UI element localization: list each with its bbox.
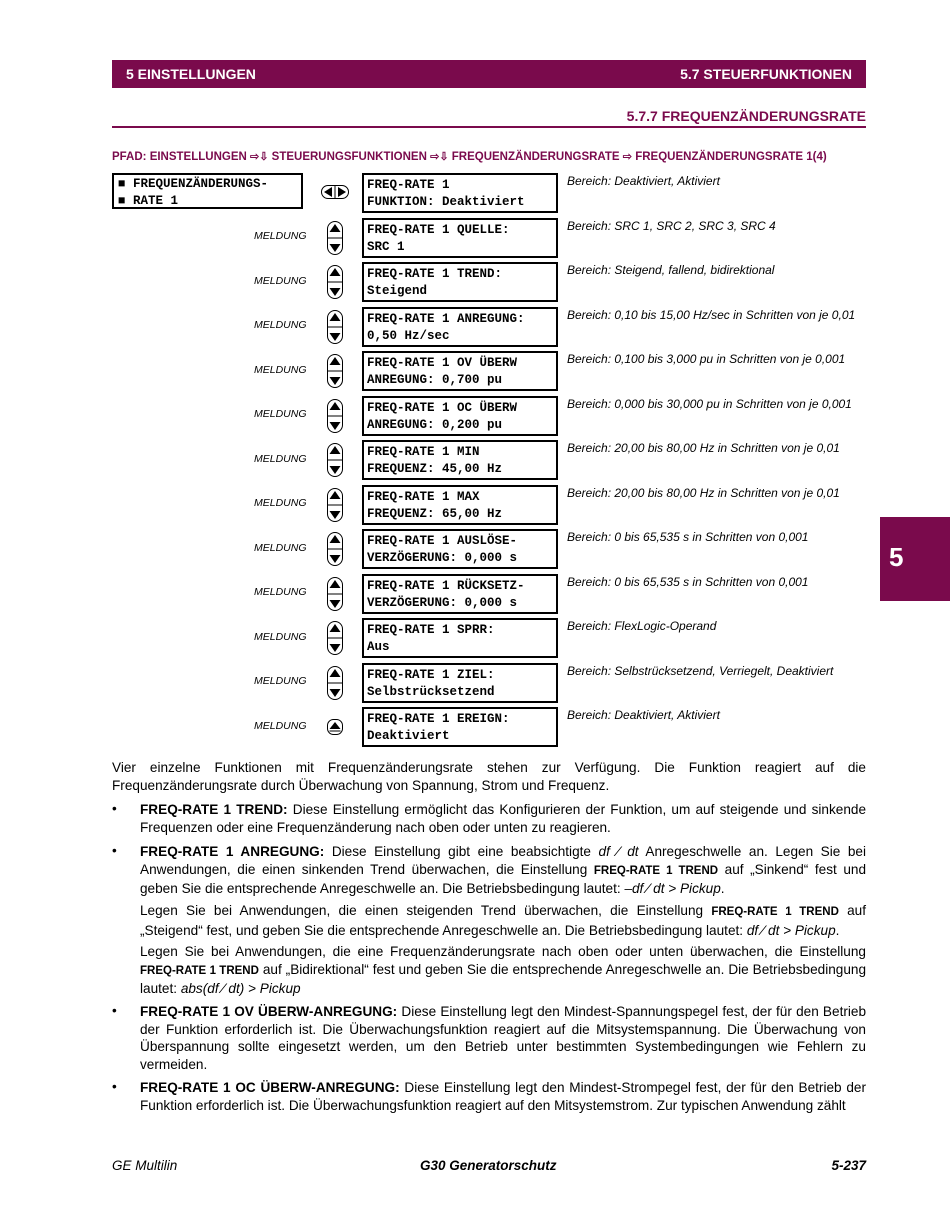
bullet-text: Diese Einstellung ermöglicht das Konfigurieren der Funktion, um auf steigende und sinkende Frequenzen oder eine Frequenzänderung nach oben oder unten zu reagieren. bbox=[140, 802, 866, 835]
bullet-trend bbox=[140, 801, 866, 836]
arrow-right-icon: ⇨ bbox=[622, 151, 633, 163]
bullet-title: FREQ-RATE 1 ANREGUNG: bbox=[140, 844, 325, 859]
setting-range: Bereich: 0 bis 65,535 s in Schritten von 0,001 bbox=[567, 574, 809, 589]
bullet: • bbox=[112, 1003, 117, 1018]
setting-reference: FREQ-RATE 1 TREND bbox=[711, 906, 839, 918]
path-step: FREQUENZÄNDERUNGSRATE 1(4) bbox=[635, 151, 827, 163]
setting-display bbox=[362, 529, 558, 569]
setting-display bbox=[362, 351, 558, 391]
setting-reference: FREQ-RATE 1 TREND bbox=[593, 864, 719, 877]
up-down-keys-icon bbox=[327, 666, 343, 700]
setting-value: ANREGUNG: 0,200 pu bbox=[367, 417, 503, 432]
chapter-tab-number: 5 bbox=[889, 542, 904, 572]
bullet-title: FREQ-RATE 1 OC ÜBERW-ANREGUNG: bbox=[140, 1080, 400, 1095]
setting-range: Bereich: Steigend, fallend, bidirektional bbox=[567, 263, 775, 277]
message-label: MELDUNG bbox=[254, 408, 307, 420]
paragraph-text: auf „Bidirektional“ fest und geben Sie die entsprechende Anregeschwelle an. Die Betriebsbedingung lautet: bbox=[140, 961, 867, 996]
setting-value: VERZÖGERUNG: 0,000 s bbox=[367, 595, 518, 610]
up-down-keys-icon bbox=[327, 621, 343, 655]
formula: df ⁄ dt bbox=[598, 844, 639, 859]
setting-display bbox=[362, 618, 558, 658]
setting-range: Bereich: 20,00 bis 80,00 Hz in Schritten von je 0,01 bbox=[567, 441, 840, 455]
message-label: MELDUNG bbox=[254, 675, 307, 687]
setting-name: FREQ-RATE 1 QUELLE: bbox=[367, 222, 510, 237]
setting-name: FREQ-RATE 1 MIN bbox=[367, 445, 480, 459]
chapter-header bbox=[112, 60, 866, 88]
bullet-text: Diese Einstellung gibt eine beabsichtigte bbox=[331, 844, 591, 859]
left-right-keys-icon bbox=[321, 185, 349, 199]
setting-display bbox=[362, 173, 558, 213]
arrow-right-down-icon: ⇨⇩ bbox=[250, 151, 269, 163]
up-down-keys-icon bbox=[327, 221, 343, 255]
setting-range: Bereich: FlexLogic-Operand bbox=[567, 619, 717, 633]
setting-value: SRC 1 bbox=[367, 239, 405, 254]
path-label: PFAD: EINSTELLUNGEN bbox=[112, 151, 247, 163]
bullet-anregung: FREQ-RATE 1 ANREGUNG: Diese Einstellung gibt eine beabsichtigte df ⁄ dt Anregeschwelle an. Legen Sie bei Anwendungen, die einen sinkenden Trend überwachen, die Einstellung FREQ-RATE 1 TREND auf „Sinkend“ fest und geben Sie die entsprechende Anregeschwelle an. Die Betriebsbedingung lautet: –df ⁄ dt > Pickup. bbox=[140, 844, 867, 896]
setting-range: Bereich: SRC 1, SRC 2, SRC 3, SRC 4 bbox=[567, 218, 776, 233]
footer-product: G30 Generatorschutz bbox=[420, 1158, 557, 1173]
setting-range: Bereich: 20,00 bis 80,00 Hz in Schritten von je 0,01 bbox=[567, 485, 840, 500]
setting-range: Bereich: Selbstrücksetzend, Verriegelt, Deaktiviert bbox=[567, 663, 834, 678]
footer-company: GE Multilin bbox=[112, 1158, 178, 1173]
message-label: MELDUNG bbox=[254, 452, 307, 465]
setting-value: FREQUENZ: 45,00 Hz bbox=[367, 462, 503, 476]
path-step: FREQUENZÄNDERUNGSRATE bbox=[451, 151, 620, 163]
bullet: • bbox=[112, 1079, 117, 1094]
up-down-keys-icon bbox=[327, 443, 343, 477]
bullet-text: auf „Sinkend“ fest und geben Sie die entsprechende Anregeschwelle an. Die Betriebsbedingung lautet: bbox=[140, 861, 867, 896]
paragraph-text: Legen Sie bei Anwendungen, die eine Frequenzänderungsrate nach oben oder unten überwachen, die Einstellung bbox=[140, 944, 866, 959]
setting-value: FREQUENZ: 65,00 Hz bbox=[367, 506, 503, 521]
setting-range: Bereich: 0,10 bis 15,00 Hz/sec in Schritten von je 0,01 bbox=[567, 307, 856, 322]
paragraph-bidirektional bbox=[140, 943, 866, 998]
setting-name: FREQ-RATE 1 ANREGUNG: bbox=[367, 311, 525, 326]
arrow-right-down-icon: ⇨⇩ bbox=[430, 151, 449, 163]
up-down-keys-icon bbox=[327, 577, 343, 611]
setting-display bbox=[362, 707, 558, 747]
setting-range: Bereich: 0 bis 65,535 s in Schritten von 0,001 bbox=[567, 530, 809, 544]
formula: abs(df ⁄ dt) > Pickup bbox=[180, 981, 301, 996]
setting-name: FREQ-RATE 1 bbox=[367, 178, 450, 192]
message-label: MELDUNG bbox=[254, 586, 307, 598]
setting-name: FREQ-RATE 1 EREIGN: bbox=[367, 712, 510, 726]
message-label: MELDUNG bbox=[254, 363, 307, 376]
setting-name: FREQ-RATE 1 TREND: bbox=[367, 267, 503, 281]
menu-header-line: ■ RATE 1 bbox=[118, 194, 179, 208]
setting-name: FREQ-RATE 1 OV ÜBERW bbox=[367, 356, 518, 370]
setting-range: Bereich: Deaktiviert, Aktiviert bbox=[567, 174, 720, 188]
setting-display bbox=[362, 218, 558, 258]
setting-range: Bereich: 0,000 bis 30,000 pu in Schritten von je 0,001 bbox=[567, 396, 852, 411]
path-step: STEUERUNGSFUNKTIONEN bbox=[271, 151, 427, 163]
setting-value: Aus bbox=[367, 640, 390, 654]
up-down-keys-icon bbox=[327, 532, 343, 566]
setting-display bbox=[362, 574, 558, 614]
footer-page-number: 5-237 bbox=[831, 1158, 866, 1173]
paragraph-steigend: Legen Sie bei Anwendungen, die einen steigenden Trend überwachen, die Einstellung FREQ-RATE 1 TREND auf „Steigend“ fest, und geben Sie die entsprechende Anregeschwelle an. Die Betriebsbedingung lautet: df ⁄ dt > Pickup. bbox=[140, 903, 867, 938]
setting-display bbox=[362, 440, 558, 480]
bullet-oc bbox=[140, 1079, 866, 1114]
paragraph-text: auf „Steigend“ fest, und geben Sie die entsprechende Anregeschwelle an. Die Betriebsbedingung lautet: bbox=[140, 903, 867, 938]
up-down-keys-icon bbox=[327, 488, 343, 522]
up-down-keys-icon bbox=[327, 354, 343, 388]
message-label: MELDUNG bbox=[254, 719, 307, 732]
bullet-text: Anregeschwelle an. Legen Sie bei Anwendungen, die einen sinkenden Trend überwachen, die Einstellung bbox=[140, 844, 867, 877]
setting-display bbox=[362, 485, 558, 525]
up-down-keys-icon bbox=[327, 265, 343, 299]
bullet-ov bbox=[140, 1003, 866, 1073]
up-down-keys-icon bbox=[327, 310, 343, 344]
header-rule bbox=[112, 126, 866, 128]
message-label: MELDUNG bbox=[254, 274, 307, 287]
setting-value: Selbstrücksetzend bbox=[367, 684, 495, 699]
subsection-title: 5.7.7 FREQUENZÄNDERUNGSRATE bbox=[626, 108, 866, 124]
up-down-keys-icon bbox=[327, 399, 343, 433]
setting-value: Steigend bbox=[367, 284, 428, 298]
setting-name: FREQ-RATE 1 SPRR: bbox=[367, 623, 495, 637]
bullet-title: FREQ-RATE 1 TREND: bbox=[140, 802, 288, 817]
setting-name: FREQ-RATE 1 AUSLÖSE- bbox=[367, 534, 518, 548]
setting-name: FREQ-RATE 1 ZIEL: bbox=[367, 667, 495, 682]
menu-path bbox=[112, 150, 872, 163]
setting-value: 0,50 Hz/sec bbox=[367, 328, 450, 343]
formula: df ⁄ dt > Pickup bbox=[746, 922, 836, 938]
menu-header-line: ■ FREQUENZÄNDERUNGS- bbox=[118, 177, 269, 191]
setting-display bbox=[362, 663, 558, 703]
setting-reference: FREQ-RATE 1 TREND bbox=[140, 964, 259, 977]
setting-display bbox=[362, 262, 558, 302]
paragraph-text: Legen Sie bei Anwendungen, die einen steigenden Trend überwachen, die Einstellung bbox=[140, 903, 704, 918]
message-label: MELDUNG bbox=[254, 230, 307, 242]
setting-name: FREQ-RATE 1 OC ÜBERW bbox=[367, 400, 518, 415]
bullet-text: Diese Einstellung legt den Mindest-Strompegel fest, der für den Betrieb der Funktion erforderlich ist. Die Überwachungsfunktion reagiert auf den Mitsystemstrom. Zur typischen Anwendung zählt bbox=[140, 1080, 866, 1113]
formula: –df ⁄ dt > Pickup bbox=[624, 881, 721, 896]
message-label: MELDUNG bbox=[254, 319, 307, 331]
section-title: 5.7 STEUERFUNKTIONEN bbox=[680, 66, 852, 82]
message-label: MELDUNG bbox=[254, 497, 307, 509]
setting-value: ANREGUNG: 0,700 pu bbox=[367, 373, 503, 387]
setting-value: FUNKTION: Deaktiviert bbox=[367, 195, 525, 209]
bullet-title: FREQ-RATE 1 OV ÜBERW-ANREGUNG: bbox=[140, 1004, 398, 1019]
setting-display bbox=[362, 396, 558, 436]
menu-header-box bbox=[112, 173, 303, 209]
setting-range: Bereich: Deaktiviert, Aktiviert bbox=[567, 708, 720, 722]
setting-value: Deaktiviert bbox=[367, 729, 450, 743]
setting-display bbox=[362, 307, 558, 347]
setting-name: FREQ-RATE 1 MAX bbox=[367, 489, 480, 504]
message-label: MELDUNG bbox=[254, 541, 307, 554]
message-label: MELDUNG bbox=[254, 630, 307, 643]
chapter-title: 5 EINSTELLUNGEN bbox=[126, 66, 256, 82]
up-key-icon bbox=[327, 710, 343, 744]
bullet: • bbox=[112, 843, 117, 858]
intro-paragraph: Vier einzelne Funktionen mit Frequenzänderungsrate stehen zur Verfügung. Die Funktion reagiert auf die Frequenzänderungsrate durch Überwachung von Spannung, Strom und Frequenz. bbox=[112, 760, 866, 793]
setting-name: FREQ-RATE 1 RÜCKSETZ- bbox=[367, 578, 525, 593]
setting-value: VERZÖGERUNG: 0,000 s bbox=[367, 551, 518, 565]
bullet-text: Diese Einstellung legt den Mindest-Spannungspegel fest, der für den Betrieb der Funktion erforderlich ist. Die Überwachungsfunktion reagiert auf die Mitsystemspannung. Die Überwachung von Überspannung sollte eingesetzt werden, um den Betrieb unter bestimmten Systembedingungen wie Fehlern zu vermeiden. bbox=[140, 1004, 867, 1072]
bullet: • bbox=[112, 801, 117, 816]
setting-range: Bereich: 0,100 bis 3,000 pu in Schritten von je 0,001 bbox=[567, 352, 846, 366]
chapter-tab bbox=[880, 517, 950, 601]
